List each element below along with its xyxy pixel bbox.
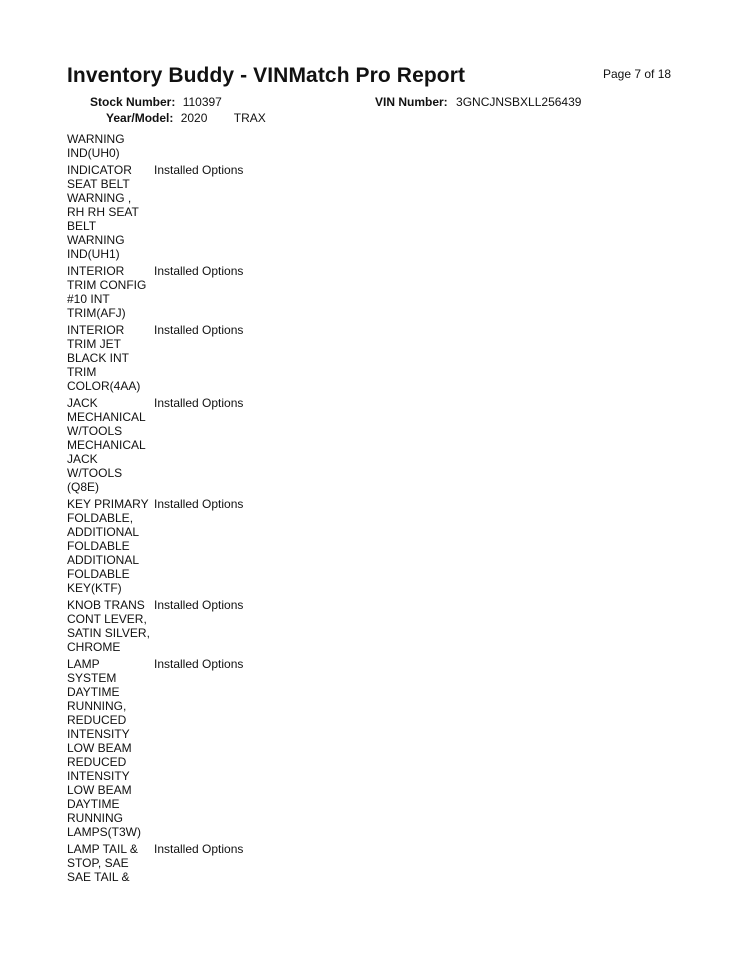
- option-entry: [67, 396, 387, 494]
- option-type: Installed Options: [154, 264, 244, 278]
- option-type: Installed Options: [154, 323, 244, 337]
- option-type: Installed Options: [154, 396, 244, 410]
- vin-row: [375, 95, 581, 109]
- option-entry: [67, 598, 387, 654]
- stock-number-row: [90, 95, 222, 109]
- options-list: [67, 132, 387, 887]
- option-name: LAMP SYSTEM DAYTIME RUNNING, REDUCED INTENSITY LOW BEAM REDUCED INTENSITY LOW BEAM DAYTIME RUNNING LAMPS(T3W): [67, 657, 142, 839]
- option-entry: [67, 264, 387, 320]
- option-name: INDICATOR SEAT BELT WARNING , RH RH SEAT BELT WARNING IND(UH1): [67, 163, 139, 261]
- model-value: TRAX: [233, 111, 266, 125]
- option-entry: [67, 497, 387, 595]
- option-type: Installed Options: [154, 598, 244, 612]
- vin-label: VIN Number:: [375, 95, 448, 109]
- option-type: Installed Options: [154, 657, 244, 671]
- vin-value: 3GNCJNSBXLL256439: [456, 95, 582, 109]
- year-value: 2020: [180, 111, 208, 125]
- report-title: Inventory Buddy - VINMatch Pro Report: [67, 64, 466, 87]
- option-name: WARNING IND(UH0): [67, 132, 125, 160]
- option-entry: [67, 657, 387, 839]
- stock-number-value: 110397: [182, 95, 222, 109]
- option-name: INTERIOR TRIM JET BLACK INT TRIM COLOR(4AA): [67, 323, 141, 393]
- option-name: LAMP TAIL & STOP, SAE SAE TAIL &: [67, 842, 138, 884]
- option-entry: [67, 842, 387, 884]
- option-name: INTERIOR TRIM CONFIG #10 INT TRIM(AFJ): [67, 264, 147, 320]
- option-name: JACK MECHANICAL W/TOOLS MECHANICAL JACK W/TOOLS (Q8E): [67, 396, 146, 494]
- option-entry: [67, 163, 387, 261]
- year-model-label: Year/Model:: [106, 111, 174, 125]
- stock-number-label: Stock Number:: [90, 95, 176, 109]
- option-type: Installed Options: [154, 497, 244, 511]
- option-type: Installed Options: [154, 163, 244, 177]
- option-type: Installed Options: [154, 842, 244, 856]
- option-entry: [67, 323, 387, 393]
- year-model-row: [106, 111, 266, 125]
- page-number: Page 7 of 18: [603, 67, 672, 81]
- option-name: KEY PRIMARY FOLDABLE, ADDITIONAL FOLDABLE ADDITIONAL FOLDABLE KEY(KTF): [67, 497, 149, 595]
- option-name: KNOB TRANS CONT LEVER, SATIN SILVER, CHROME: [67, 598, 150, 654]
- option-entry: [67, 132, 387, 160]
